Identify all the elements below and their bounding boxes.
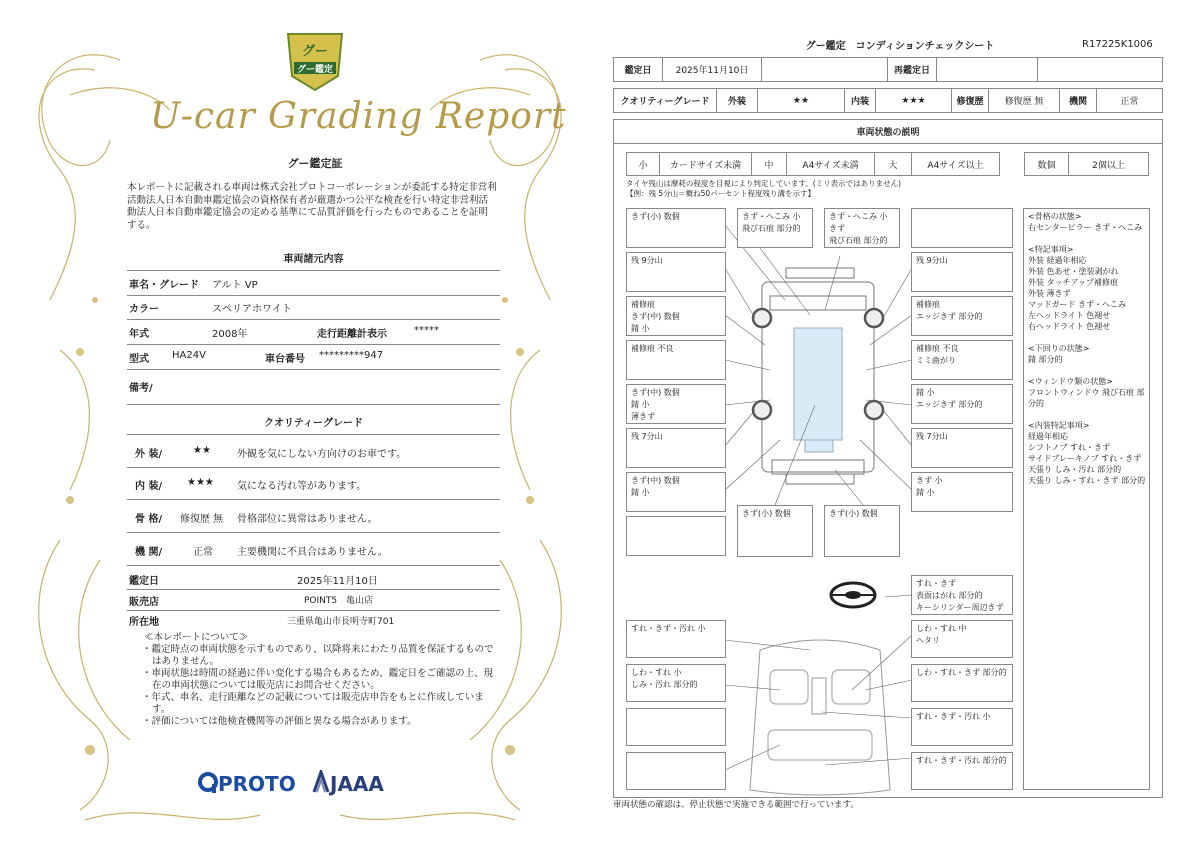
legend-small: 小 xyxy=(626,152,660,176)
qg-repair-label: 修復歴 xyxy=(951,88,989,113)
damage-box-left: 残 9分山 xyxy=(626,252,726,292)
condition-check-sheet xyxy=(600,0,1200,848)
frame-label: 骨 格/ xyxy=(135,514,163,525)
interior-box-right: すれ・きず・汚れ 部分的 xyxy=(911,752,1013,790)
quality-heading: クオリティーグレード xyxy=(264,418,363,429)
legend-large: 大 xyxy=(874,152,912,176)
proto-logo-text: PROTO xyxy=(218,772,296,796)
report-script-title: U-car Grading Report xyxy=(150,96,567,137)
exterior-desc: 外観を気にしない方向けのお車です。 xyxy=(237,449,407,460)
shop-label: 販売店 xyxy=(129,597,159,608)
sheet-date-label: 鑑定日 xyxy=(613,57,663,82)
sheet-redate-label: 再鑑定日 xyxy=(887,57,937,82)
date-value: 2025年11月10日 xyxy=(297,576,378,587)
notes-heading: ≪本レポートについて≫ xyxy=(144,632,249,643)
quality-row-interior xyxy=(127,467,500,500)
sheet-footer: 車両状態の確認は、停止状態で実施できる範囲で行っています。 xyxy=(613,800,859,810)
sheet-doc-id: R17225K1006 xyxy=(1082,39,1153,50)
damage-box-left xyxy=(626,516,726,556)
engine-value: 正常 xyxy=(193,547,213,558)
shop-row xyxy=(127,590,500,611)
name-label: 車名・グレード xyxy=(129,280,199,291)
note-item: ・年式、車名、走行距離などの記載については販売店申告をもとに作成しています。 xyxy=(142,692,484,715)
steering-wheel-icon xyxy=(828,580,878,610)
damage-box-bottom: きず(小) 数個 xyxy=(737,505,813,557)
tire-note: タイヤ残山は摩耗の程度を目視により判定しています。(ミリ表示ではありません) 【例：残 5分山＝概ね50パーセント程度残り溝を示す】 xyxy=(626,179,902,198)
address-label: 所在地 xyxy=(129,617,159,628)
damage-box-bottom: きず(小) 数個 xyxy=(824,505,900,557)
report-notes xyxy=(140,632,500,728)
model-value: HA24V xyxy=(172,350,206,361)
quality-row-exterior xyxy=(127,434,500,468)
legend-medium-desc: A4サイズ未満 xyxy=(786,152,875,176)
steering-note-box: すれ・きず 表面はがれ 部分的 キーシリンダー周辺きず xyxy=(911,575,1013,615)
damage-box-right: 補修痕 不良 ミミ曲がり xyxy=(911,340,1013,380)
shop-value: POINT5 亀山店 xyxy=(304,596,374,606)
damage-box-right: きず 小 錆 小 xyxy=(911,472,1013,512)
qg-label: クオリティーグレード xyxy=(613,88,717,113)
damage-box-left: きず(中) 数個 錆 小 薄きず xyxy=(626,384,726,424)
interior-desc: 気になる汚れ等があります。 xyxy=(237,481,367,492)
damage-box-left: 残 7分山 xyxy=(626,428,726,468)
mileage-label: 走行距離計表示 xyxy=(317,329,387,340)
color-value: スペリアホワイト xyxy=(212,304,292,315)
mileage-value: ***** xyxy=(414,325,439,336)
qg-int-label: 内装 xyxy=(844,88,876,113)
exterior-stars: ★★ xyxy=(193,445,211,456)
damage-box-left: 補修痕 きず(中) 数個 錆 小 xyxy=(626,296,726,336)
engine-label: 機 関/ xyxy=(135,547,163,558)
frame-desc: 骨格部位に異常はありません。 xyxy=(237,514,378,525)
sheet-date-value: 2025年11月10日 xyxy=(662,57,762,82)
badge-label: グー鑑定 xyxy=(296,65,333,75)
interior-box-left xyxy=(626,708,726,746)
interior-stars: ★★★ xyxy=(187,477,214,488)
certificate-intro: 本レポートに記載される車両は株式会社プロトコーポレーションが委託する特定非営利活動法人日本自動車鑑定協会の資格保有者が厳選かつ公平な検査を行い特定非営利活動法人日本自動車鑑定協会の定める基準にて品質評価を行ったものであることを証明する。 xyxy=(127,182,497,231)
jaaa-logo-icon xyxy=(312,770,330,794)
year-value: 2008年 xyxy=(212,329,248,340)
legend-small-desc: カードサイズ未満 xyxy=(659,152,752,176)
date-label: 鑑定日 xyxy=(129,576,159,587)
damage-box-top: きず・へこみ 小 飛び石痕 部分的 xyxy=(737,208,813,248)
damage-box-left: 補修痕 不良 xyxy=(626,340,726,380)
qg-repair-value: 修復歴 無 xyxy=(988,88,1060,113)
frame-value: 修復歴 無 xyxy=(180,514,224,525)
legend-several-desc: 2個以上 xyxy=(1068,152,1149,176)
chassis-value: *********947 xyxy=(319,350,384,361)
badge-logo-text: グー xyxy=(301,44,328,59)
interior-box-left xyxy=(626,752,726,790)
spec-row-remarks xyxy=(127,370,500,405)
spec-row-model xyxy=(127,345,500,370)
goo-kantei-badge-icon xyxy=(284,28,346,92)
legend-large-desc: A4サイズ以上 xyxy=(911,152,1000,176)
sheet-title: グー鑑定 コンディションチェックシート xyxy=(805,41,995,52)
side-notes: <骨格の状態> 右センターピラー きず・へこみ <特記事項> 外装 経過年相応 外装 色あせ・塗装剥がれ 外装 タッチアップ補修痕 外装 薄きず マッドガード きず・へこみ 左ヘッドライト 色褪せ 右ヘッドライト 色褪せ <下回りの状態> 錆 部分的 <ウィンドウ類の状態> フロントウィンドウ 飛び石痕 部分的 <内装特記事項> 経過年相応 シフトノブ すれ・きず サイドブレーキノブ すれ・きず 天張り しみ・汚れ 部分的 天張り しみ・すれ・きず 部分的 xyxy=(1028,212,1146,485)
section-title: 車両状態の説明 xyxy=(613,119,1163,144)
address-value: 三重県亀山市長明寺町701 xyxy=(287,617,395,627)
interior-box-right: しわ・すれ・きず 部分的 xyxy=(911,664,1013,702)
damage-box-left: きず(中) 数個 錆 小 xyxy=(626,472,726,512)
interior-box-left: すれ・きず・汚れ 小 xyxy=(626,620,726,658)
color-label: カラー xyxy=(129,304,159,315)
damage-box-right: 残 9分山 xyxy=(911,252,1013,292)
qg-ext-value: ★★ xyxy=(757,88,845,113)
legend-several: 数個 xyxy=(1024,152,1069,176)
year-label: 年式 xyxy=(129,329,149,340)
qg-engine-label: 機関 xyxy=(1059,88,1097,113)
interior-label: 内 装/ xyxy=(135,481,163,492)
quality-row-frame xyxy=(127,500,500,533)
legend-medium: 中 xyxy=(751,152,787,176)
damage-box-right: 錆 小 エッジきず 部分的 xyxy=(911,384,1013,424)
qg-ext-label: 外装 xyxy=(716,88,758,113)
interior-box-left: しわ・すれ 小 しみ・汚れ 部分的 xyxy=(626,664,726,702)
proto-logo-icon xyxy=(198,772,218,794)
quality-row-engine xyxy=(127,533,500,566)
damage-box-right: 残 7分山 xyxy=(911,428,1013,468)
spec-row-color xyxy=(127,295,500,320)
spec-heading: 車両諸元内容 xyxy=(283,254,344,265)
name-value: アルト VP xyxy=(212,280,258,291)
damage-box-top: きず・へこみ 小 きず 飛び石痕 部分的 xyxy=(824,208,900,248)
spec-row-year xyxy=(127,320,500,345)
damage-box-right xyxy=(911,208,1013,248)
remarks-label: 備考/ xyxy=(129,383,153,394)
qg-engine-value: 正常 xyxy=(1096,88,1163,113)
address-row xyxy=(127,611,500,629)
interior-box-right: すれ・きず・汚れ 小 xyxy=(911,708,1013,746)
note-item: ・評価については他検査機関等の評価と異なる場合があります。 xyxy=(142,716,417,727)
chassis-label: 車台番号 xyxy=(265,354,305,365)
model-label: 型式 xyxy=(129,354,149,365)
qg-int-value: ★★★ xyxy=(875,88,952,113)
interior-box-right: しわ・すれ 中 ヘタリ xyxy=(911,620,1013,658)
damage-box-right: 補修痕 エッジきず 部分的 xyxy=(911,296,1013,336)
damage-box-left: きず(小) 数個 xyxy=(626,208,726,248)
date-row xyxy=(127,569,500,590)
engine-desc: 主要機関に不具合はありません。 xyxy=(237,547,388,558)
note-item: ・車両状態は時間の経過に伴い変化する場合もあるため、鑑定日をご確認の上、現在の車両状態については販売店にお問合せください。 xyxy=(142,668,494,691)
spec-row-name xyxy=(127,270,500,296)
certificate-subtitle: グー鑑定証 xyxy=(287,157,343,170)
jaaa-logo-text: JAAA xyxy=(330,772,384,796)
note-item: ・鑑定時点の車両状態を示すものであり、以降将来にわたり品質を保証するものではありません。 xyxy=(142,644,494,667)
exterior-label: 外 装/ xyxy=(135,449,163,460)
